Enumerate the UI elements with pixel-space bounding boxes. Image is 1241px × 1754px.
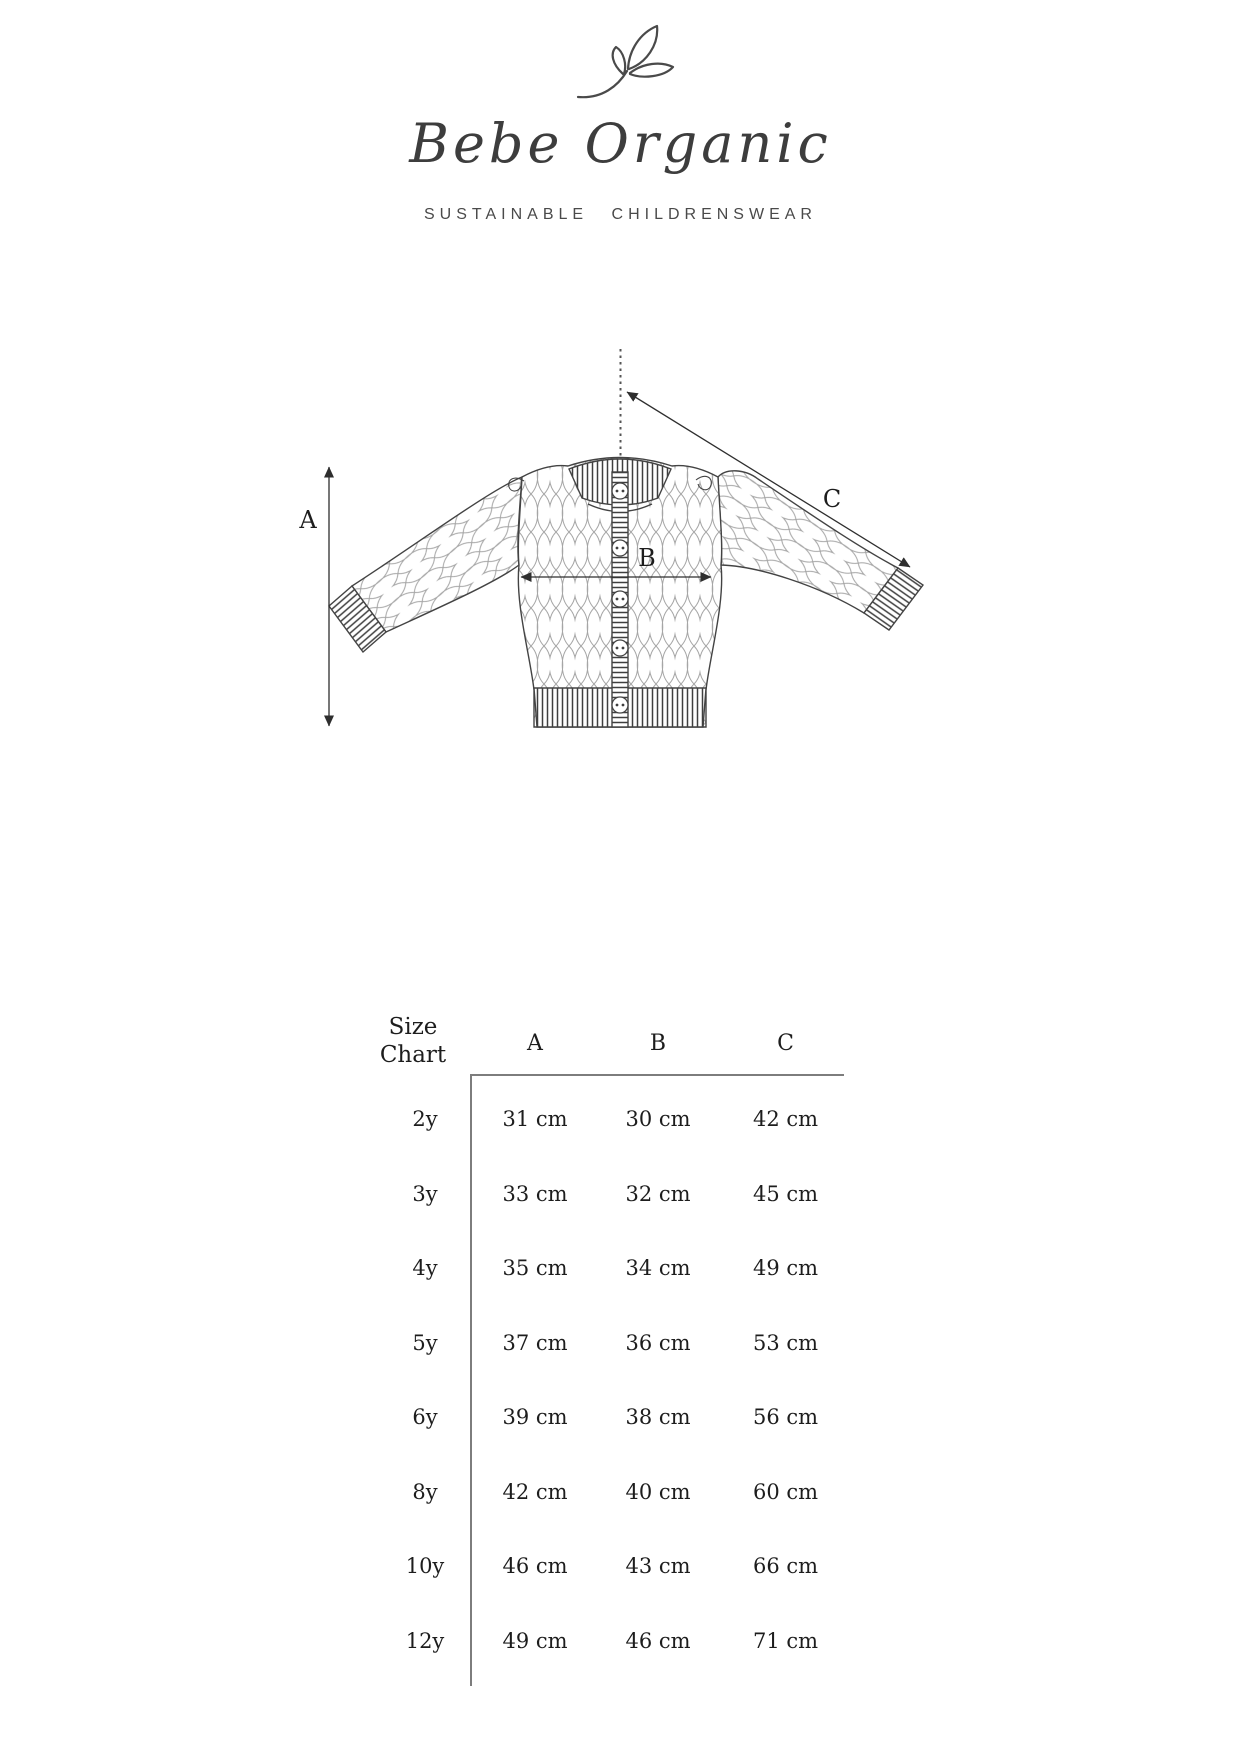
leaf-top <box>628 26 657 69</box>
cardigan-right-sleeve <box>718 471 898 613</box>
leaf-stem <box>578 71 627 97</box>
value-a: 35 cm <box>502 1256 568 1281</box>
size-label: 6y <box>412 1405 438 1430</box>
value-c: 56 cm <box>752 1405 819 1430</box>
value-c: 60 cm <box>752 1479 819 1504</box>
value-b: 40 cm <box>625 1479 691 1504</box>
value-a: 31 cm <box>502 1107 568 1132</box>
brand-name: Bebe Organic <box>409 112 832 175</box>
value-c: 45 cm <box>752 1181 819 1206</box>
value-c: 49 cm <box>752 1256 819 1281</box>
value-a: 42 cm <box>502 1479 568 1504</box>
value-a: 46 cm <box>502 1554 568 1579</box>
size-label: 5y <box>412 1330 438 1355</box>
size-label: 8y <box>412 1479 438 1504</box>
cardigan-left-sleeve <box>352 477 522 632</box>
table-rule-horizontal <box>470 1074 844 1076</box>
size-chart-grid <box>356 1082 855 1678</box>
size-chart-column-headers <box>470 1031 855 1056</box>
column-header-a: A <box>527 1031 543 1056</box>
leaf-small <box>613 47 625 74</box>
value-b: 46 cm <box>625 1628 691 1653</box>
value-b: 30 cm <box>625 1107 691 1132</box>
value-b: 34 cm <box>625 1256 691 1281</box>
leaf-sprig-icon <box>560 14 690 109</box>
value-a: 33 cm <box>502 1181 568 1206</box>
brand-tagline: SUSTAINABLE CHILDRENSWEAR <box>424 206 817 223</box>
size-label: 10y <box>405 1554 445 1579</box>
size-label: 3y <box>412 1181 438 1206</box>
value-a: 39 cm <box>502 1405 568 1430</box>
value-b: 43 cm <box>625 1554 691 1579</box>
size-chart-title-text: Size Chart <box>379 1014 447 1068</box>
value-a: 37 cm <box>502 1330 568 1355</box>
value-c: 42 cm <box>752 1107 819 1132</box>
size-label: 4y <box>412 1256 438 1281</box>
cardigan-measurement-diagram <box>260 320 960 750</box>
value-a: 49 cm <box>502 1628 568 1653</box>
size-chart-title <box>356 1006 470 1076</box>
value-c: 53 cm <box>752 1330 819 1355</box>
value-c: 66 cm <box>752 1554 819 1579</box>
measure-b-label: B <box>638 544 656 572</box>
measure-c-label: C <box>822 485 842 513</box>
value-b: 38 cm <box>625 1405 691 1430</box>
size-label: 2y <box>412 1107 438 1132</box>
size-label: 12y <box>405 1628 445 1653</box>
value-b: 32 cm <box>625 1181 691 1206</box>
column-header-c: C <box>777 1031 794 1056</box>
column-header-b: B <box>649 1031 667 1056</box>
value-b: 36 cm <box>625 1330 691 1355</box>
value-c: 71 cm <box>752 1628 819 1653</box>
measure-a-label: A <box>299 506 317 534</box>
